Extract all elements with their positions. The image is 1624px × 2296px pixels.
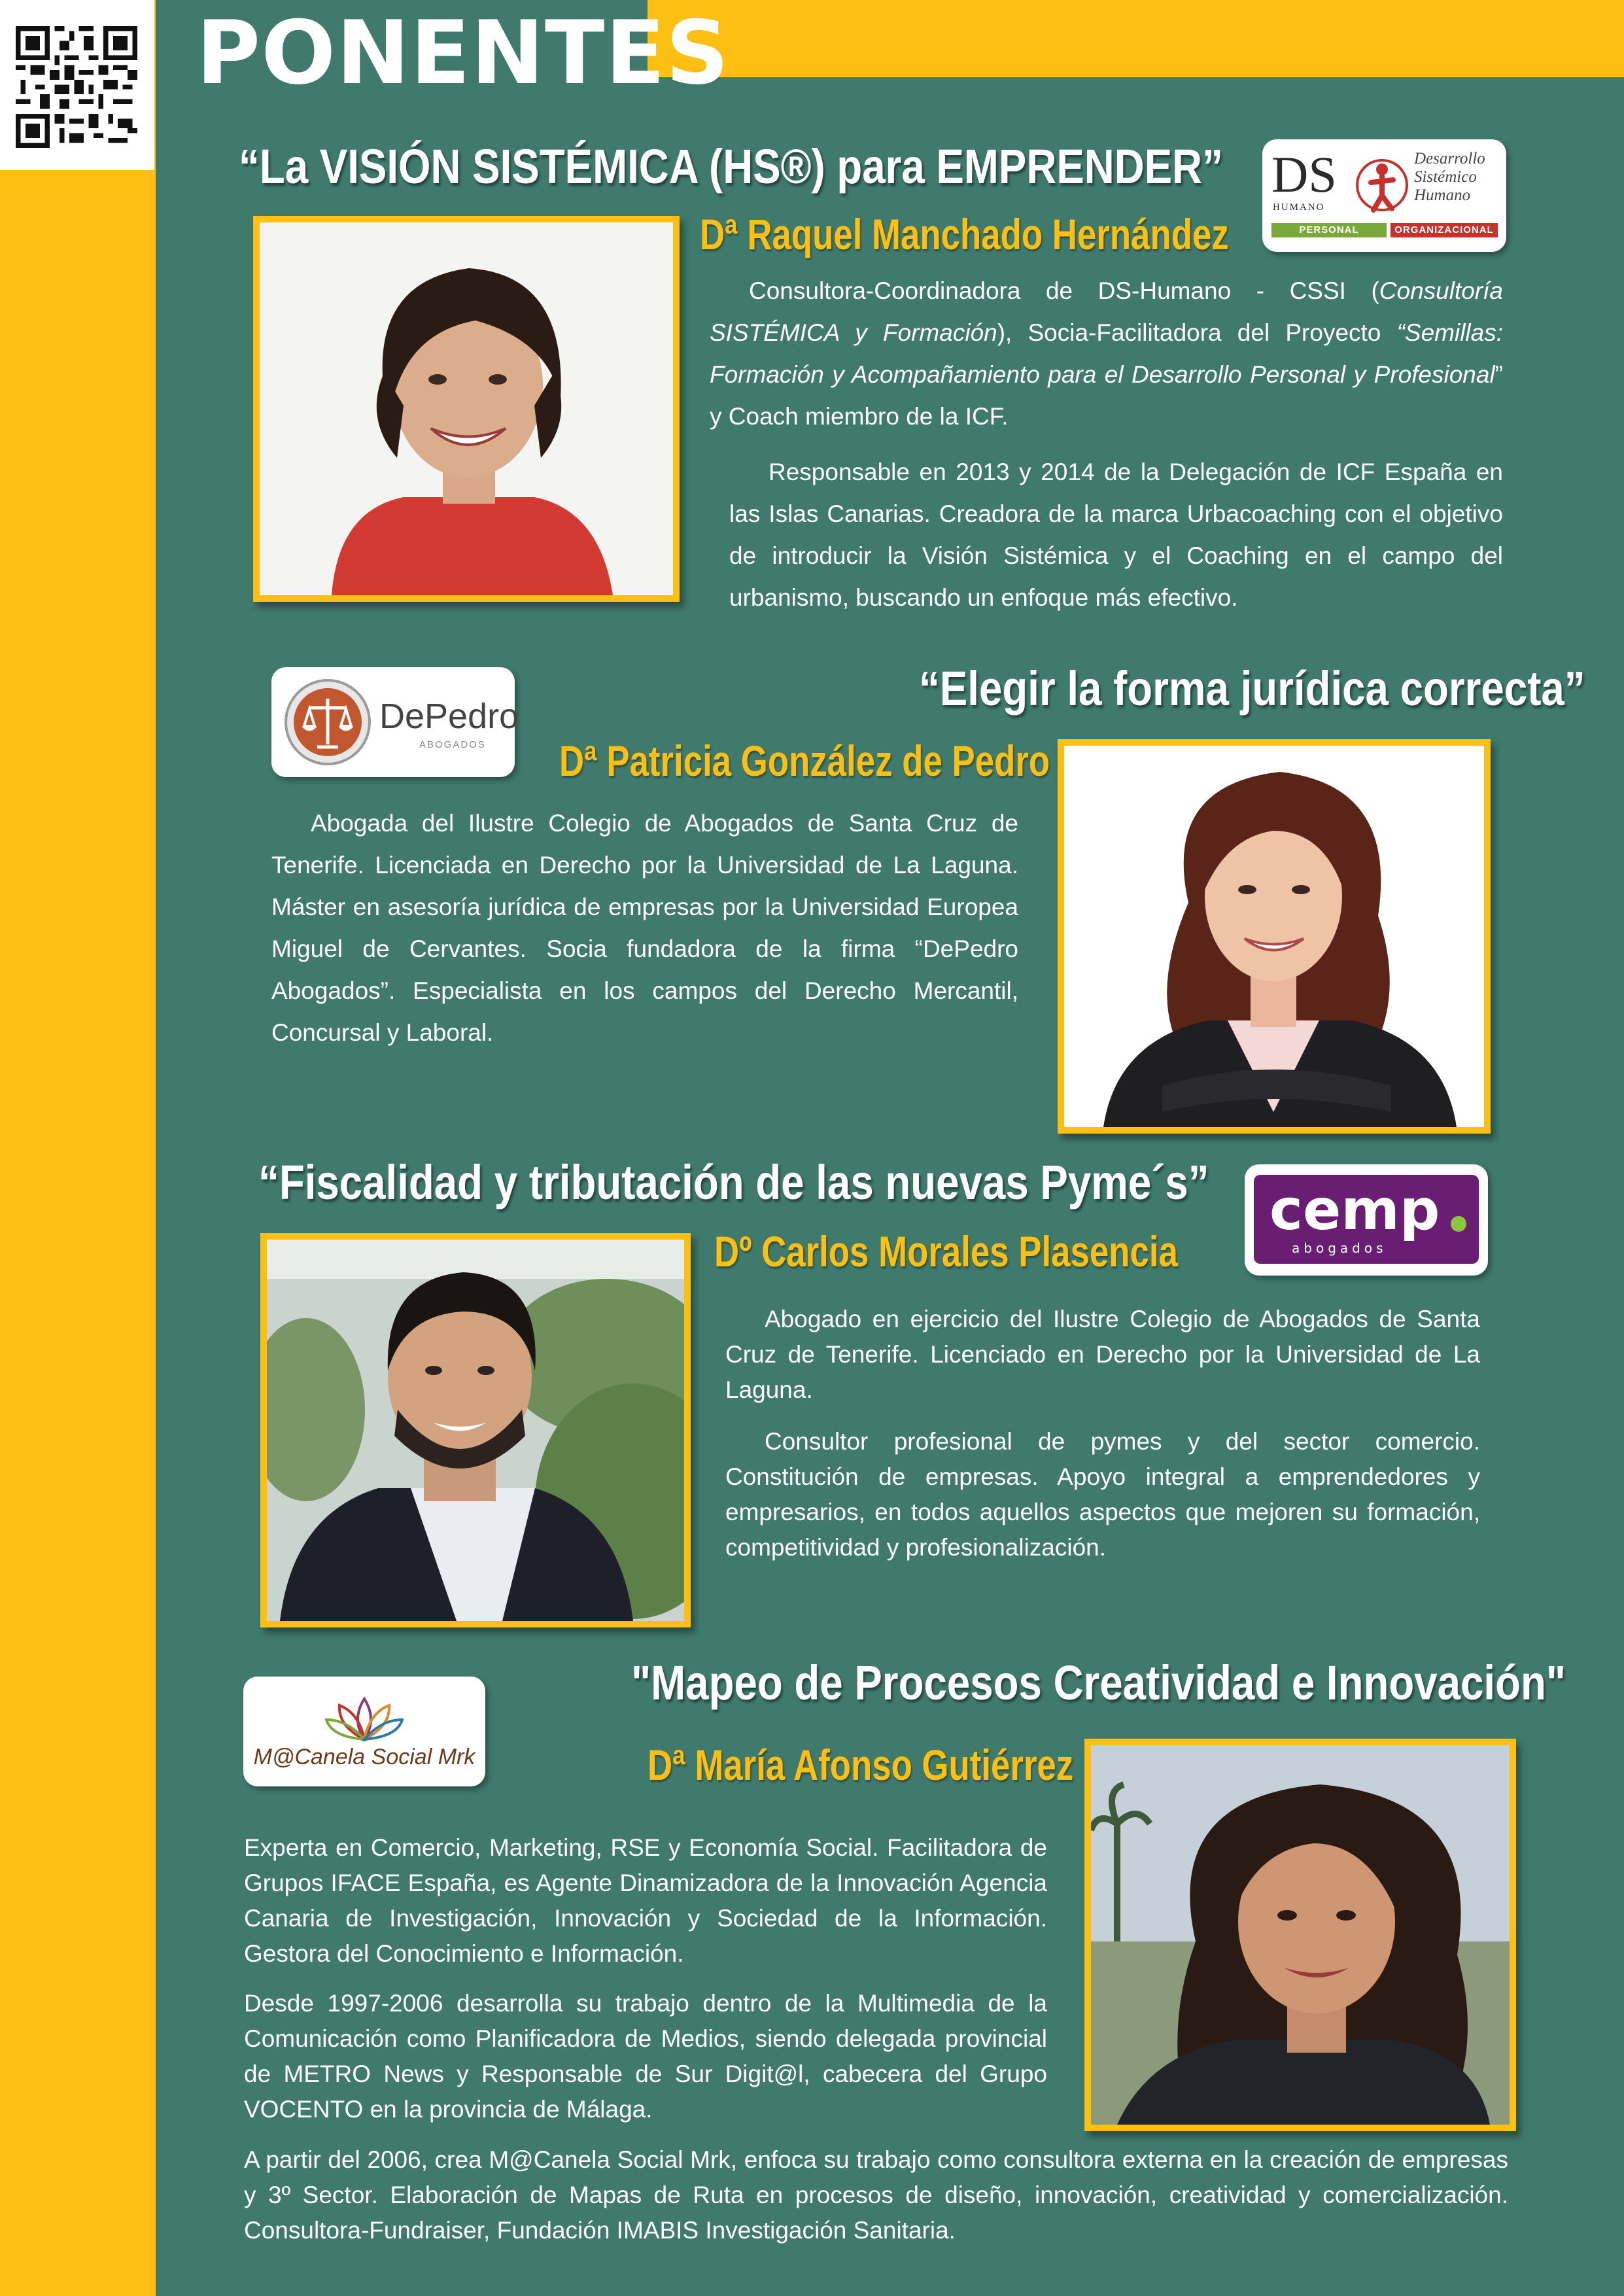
speaker-photo-raquel [253, 216, 680, 602]
speaker-bio-paragraph: Abogada del Ilustre Colegio de Abogados de Santa Cruz de Tenerife. Licenciada en Derecho por la Universidad de La Laguna. Máster en asesoría jurídica de empresas por la Universidad Europea Miguel de Cervantes. Socia fundadora de la firma “DePedro Abogados”. Especialista en los campos del Derecho Mercantil, Concursal y Laboral. [271, 810, 1018, 1046]
speaker-bio-paragraph: Consultor profesional de pymes y del sector comercio. Constitución de empresas. Apoyo integral a emprendedores y empresarios, en todos aquellos aspectos que mejoren su formación, competitividad y profesionalización. [725, 1428, 1480, 1561]
bio-text: ” y Coach miembro de la ICF. [710, 361, 1503, 430]
ds-humano-logo [1262, 139, 1506, 252]
canela-logo [243, 1677, 485, 1786]
portrait-image [1091, 1745, 1510, 2125]
talk-title: “Fiscalidad y tributación de las nuevas Pyme´s” [258, 1155, 1209, 1209]
speaker-name: Dª Raquel Manchado Hernández [700, 210, 1229, 258]
ds-tag-organizacional: ORGANIZACIONAL [1391, 223, 1498, 237]
speaker-name: Dª Patricia González de Pedro [559, 737, 1050, 785]
speaker-bio-paragraph: Experta en Comercio, Marketing, RSE y Economía Social. Facilitadora de Grupos IFACE España, es Agente Dinamizadora de la Innovación Agencia Canaria de Investigación, Innovación y Sociedad de la Información. Gestora del Conocimiento e Información. [244, 1834, 1047, 1967]
speaker-name: Dª María Afonso Gutiérrez [648, 1741, 1074, 1789]
portrait-image [1064, 746, 1484, 1127]
ds-tag-personal: PERSONAL [1271, 223, 1387, 237]
green-dot-icon [1450, 1215, 1467, 1232]
bio-italic-text: Consultoría SISTÉMICA y Formación [710, 277, 1503, 346]
qr-code [0, 0, 154, 170]
cemp-logo-sub: abogados [1292, 1240, 1387, 1256]
talk-title: “La VISIÓN SISTÉMICA (HS®) para EMPRENDER” [239, 139, 1223, 194]
speaker-photo-patricia [1058, 739, 1491, 1134]
cemp-logo [1245, 1164, 1488, 1276]
speaker-bio-paragraph: Desde 1997-2006 desarrolla su trabajo dentro de la Multimedia de la Comunicación como Planificadora de Medios, siendo delegada provincial de METRO News y Responsable de Sur Digit@l, cabecera del Grupo VOCENTO en la provincia de Málaga. [244, 1990, 1047, 2123]
speaker-bio-paragraph [710, 270, 1503, 438]
speaker-bio-paragraph: Abogado en ejercicio del Ilustre Colegio de Abogados de Santa Cruz de Tenerife. Licenciado en Derecho por la Universidad de La Laguna. [725, 1306, 1480, 1403]
cemp-logo-background [1254, 1175, 1479, 1264]
speaker-bio-paragraph: A partir del 2006, crea M@Canela Social Mrk, enfoca su trabajo como consultora externa en la creación de empresas y 3º Sector. Elaboración de Mapas de Ruta en procesos de diseño, innovación, creatividad y comercialización. Consultora-Fundraiser, Fundación IMABIS Investigación Sanitaria. [244, 2146, 1508, 2244]
lotus-icon [325, 1694, 404, 1743]
qr-code-icon [16, 26, 137, 148]
canela-logo-name: M@Canela Social Mrk [253, 1745, 475, 1769]
bio-text: ), Socia-Facilitadora del Proyecto [997, 319, 1397, 346]
portrait-image [267, 1240, 684, 1621]
talk-title: "Mapeo de Procesos Creatividad e Innovación" [631, 1656, 1566, 1710]
speaker-photo-maria [1084, 1739, 1516, 2131]
ds-logo-mark: DS [1271, 146, 1337, 203]
cemp-logo-name: cemp [1270, 1177, 1440, 1243]
depedro-logo-sub: ABOGADOS [419, 739, 486, 750]
speaker-name: Dº Carlos Morales Plasencia [714, 1227, 1178, 1276]
depedro-logo-name: DePedro [379, 697, 519, 736]
speaker-bio-paragraph: Responsable en 2013 y 2014 de la Delegación de ICF España en las Islas Canarias. Creadora de la marca Urbacoaching con el objetivo de introducir la Visión Sistémica y el Coaching en el campo del urbanismo, buscando un enfoque más efectivo. [729, 459, 1503, 611]
depedro-logo [271, 667, 519, 777]
speaker-photo-carlos [260, 1233, 691, 1627]
ds-figure-icon [1354, 152, 1410, 218]
page-title: PONENTES [196, 2, 730, 104]
scales-icon [282, 676, 373, 768]
left-accent-strip [0, 0, 156, 2296]
top-accent-bar [648, 0, 1624, 77]
bio-text: Consultora-Coordinadora de DS-Humano - CSSI ( [749, 277, 1379, 304]
talk-title: “Elegir la forma jurídica correcta” [919, 661, 1585, 716]
ds-logo-script: Desarrollo Sistémico Humano [1414, 150, 1485, 204]
ds-logo-small: HUMANO [1273, 202, 1325, 213]
portrait-image [260, 222, 673, 595]
bio-italic-text: “Semillas: Formación y Acompañamiento para el Desarrollo Personal y Profesional [710, 319, 1503, 388]
